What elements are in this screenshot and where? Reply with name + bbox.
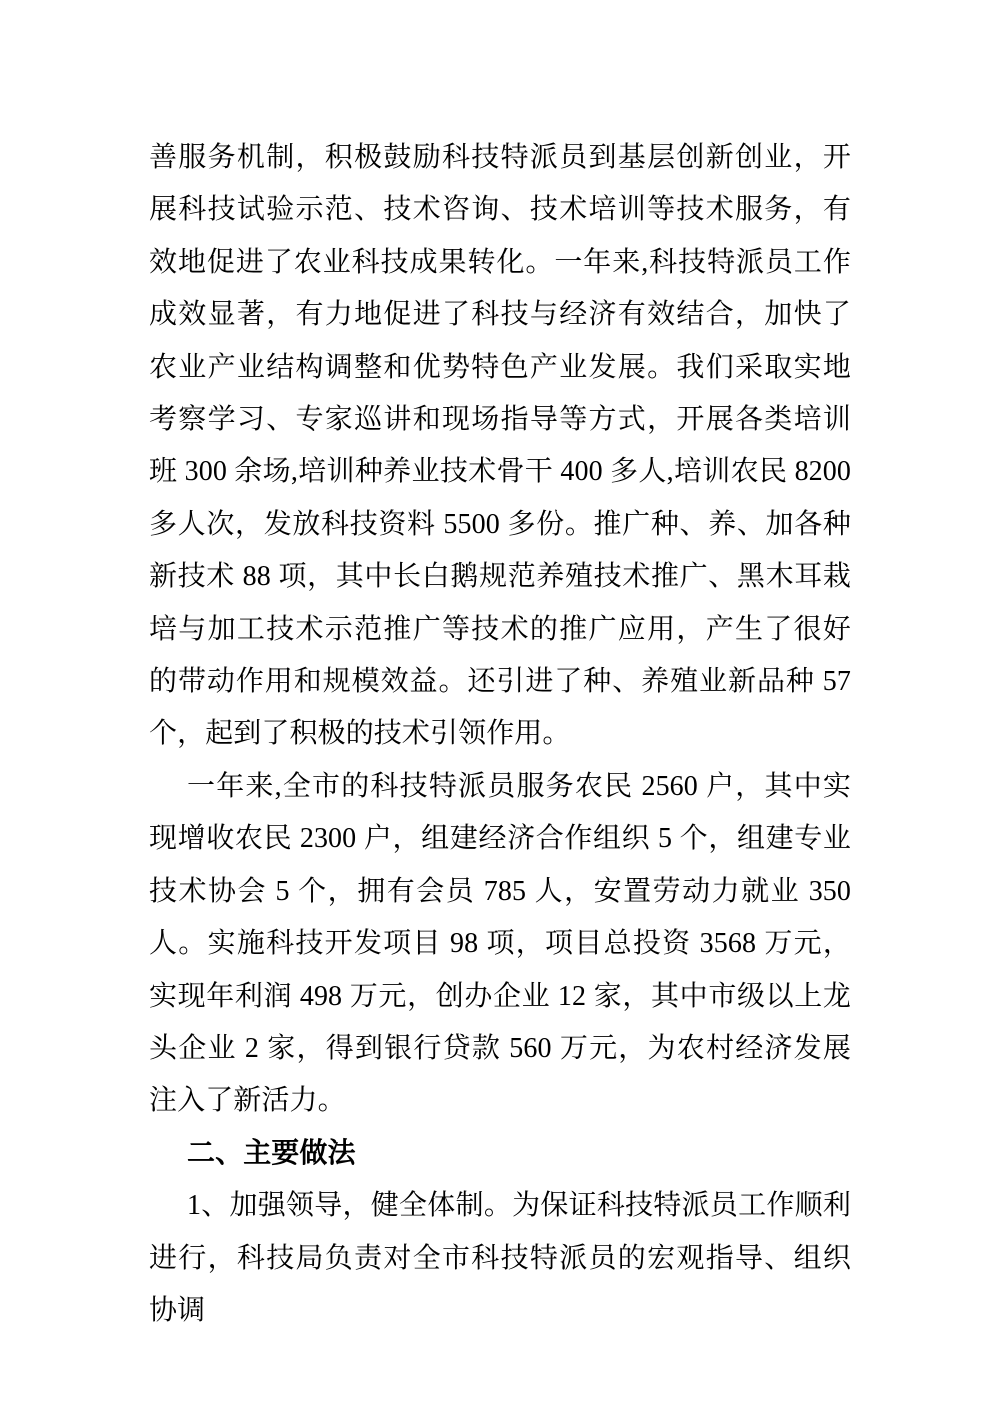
paragraph-strengthen-leadership: 1、加强领导，健全体制。为保证科技特派员工作顺利进行，科技局负责对全市科技特派员的宏观指导、组织协调 bbox=[149, 1190, 851, 1326]
section-heading-main-practices: 二、主要做法 bbox=[187, 1137, 356, 1169]
paragraph-annual-statistics: 一年来,全市的科技特派员服务农民 2560 户，其中实现增收农民 2300 户，组建经济合作组织 5 个，组建专业技术协会 5 个，拥有会员 785 人，安置劳动力就业 350 人。实施科技开发项目 98 项，项目总投资 3568 万元，实现年利润 498 万元，创办企业 12 家，其中市级以上龙头企业 2 家，得到银行贷款 560 万元，为农村经济发展注入了新活力。 bbox=[149, 770, 851, 1117]
document-text-block bbox=[149, 132, 851, 1337]
paragraph-work-results: 善服务机制，积极鼓励科技特派员到基层创新创业，开展科技试验示范、技术咨询、技术培训等技术服务，有效地促进了农业科技成果转化。一年来,科技特派员工作成效显著，有力地促进了科技与经济有效结合，加快了农业产业结构调整和优势特色产业发展。我们采取实地考察学习、专家巡讲和现场指导等方式，开展各类培训班 300 余场,培训种养业技术骨干 400 多人,培训农民 8200 多人次，发放科技资料 5500 多份。推广种、养、加各种新技术 88 项，其中长白鹅规范养殖技术推广、黑木耳栽培与加工技术示范推广等技术的推广应用，产生了很好的带动作用和规模效益。还引进了种、养殖业新品种 57 个，起到了积极的技术引领作用。 bbox=[149, 142, 851, 750]
